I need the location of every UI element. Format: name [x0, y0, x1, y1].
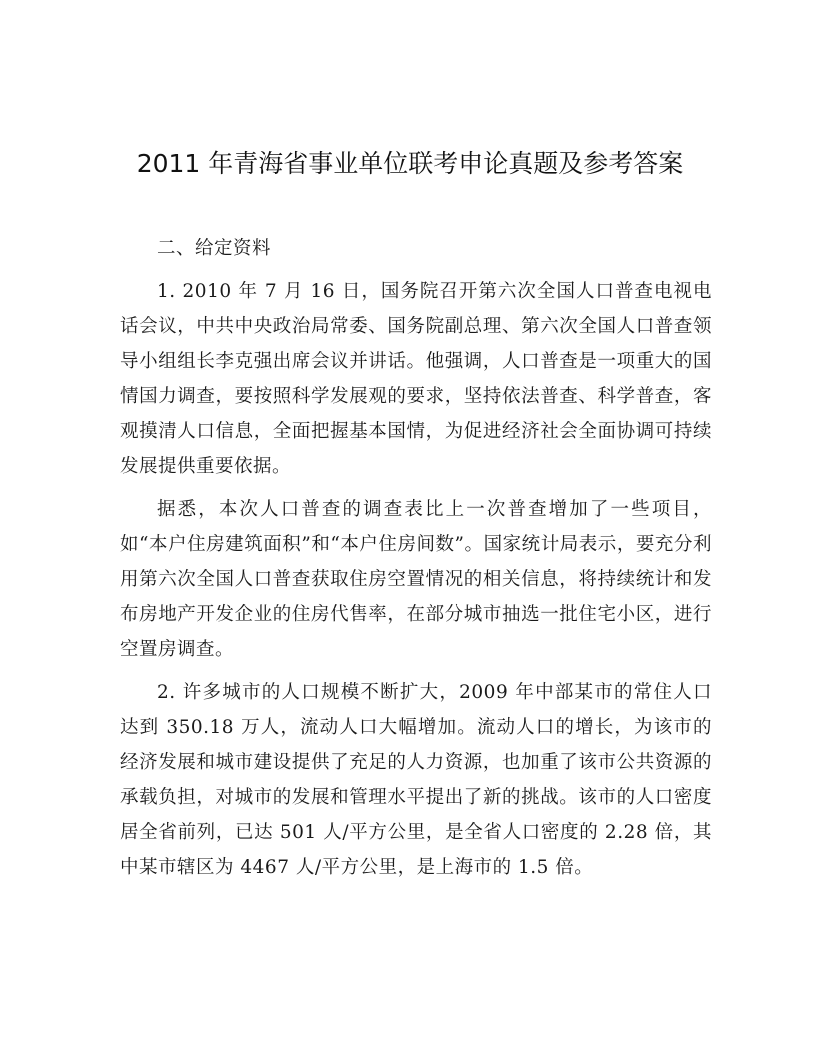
document-body: [120, 231, 712, 893]
document-title: 2011 年青海省事业单位联考申论真题及参考答案: [136, 149, 684, 178]
paragraph: 据悉，本次人口普查的调查表比上一次普查增加了一些项目，如“本户住房建筑面积”和“本户住房间数”。国家统计局表示，要充分利用第六次全国人口普查获取住房空置情况的相关信息，将持续统计和发布房地产开发企业的住房代售率，在部分城市抽选一批住宅小区，进行空置房调查。: [120, 499, 712, 660]
paragraph: 2. 许多城市的人口规模不断扩大，2009 年中部某市的常住人口达到 350.18 万人，流动人口大幅增加。流动人口的增长，为该市的经济发展和城市建设提供了充足的人力资源，也加重了该市公共资源的承载负担，对城市的发展和管理水平提出了新的挑战。该市的人口密度居全省前列，已达 501 人/平方公里，是全省人口密度的 2.28 倍，其中某市辖区为 4467 人/平方公里，是上海市的 1.5 倍。: [120, 682, 712, 878]
section-heading: 二、给定资料: [157, 238, 272, 259]
paragraph: 1. 2010 年 7 月 16 日，国务院召开第六次全国人口普查电视电话会议，中共中央政治局常委、国务院副总理、第六次全国人口普查领导小组组长李克强出席会议并讲话。他强调，人口普查是一项重大的国情国力调查，要按照科学发展观的要求，坚持依法普查、科学普查，客观摸清人口信息，全面把握基本国情，为促进经济社会全面协调可持续发展提供重要依据。: [120, 281, 712, 477]
